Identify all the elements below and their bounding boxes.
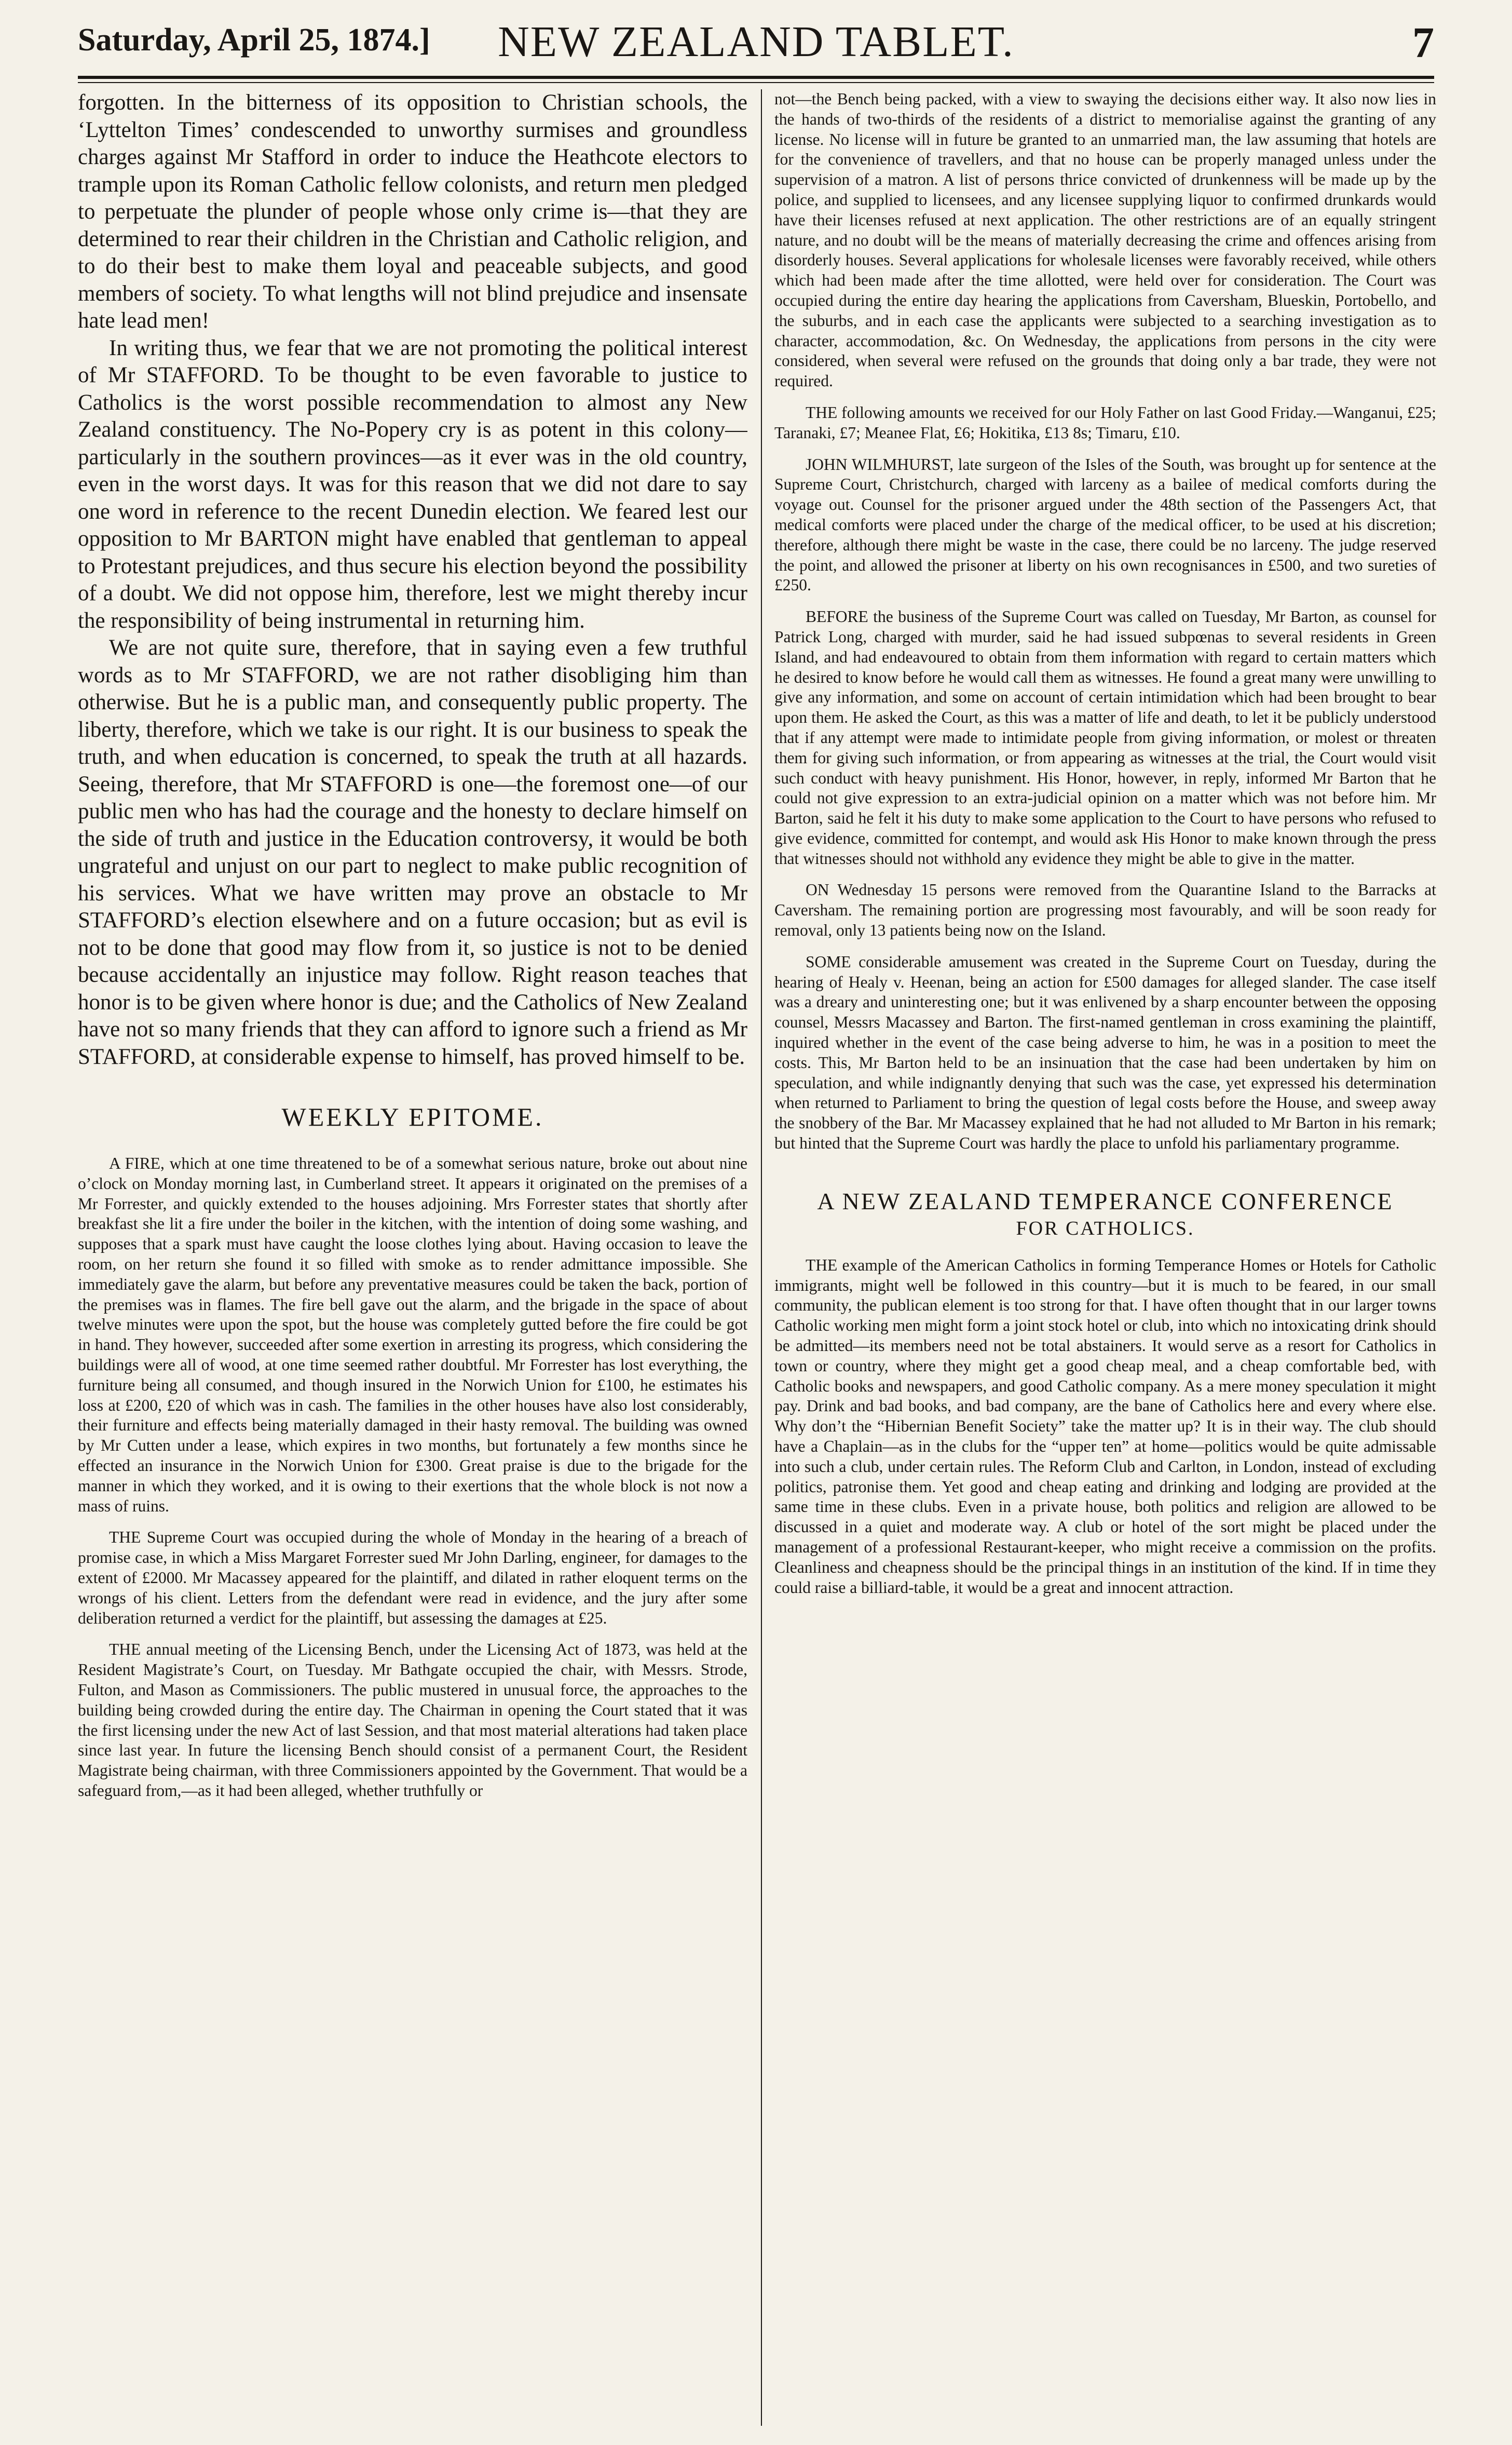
masthead-rule-thick <box>78 76 1434 79</box>
temperance-heading-block <box>774 1187 1436 1241</box>
epitome-paragraph: SOME considerable amusement was created in the Supreme Court on Tuesday, during the hearing of Healy v. Heenan, being an action for £500 damages for alleged slander. The case itself was a dreary and uninteresting one; but it was enlivened by a sharp encounter between the opposing counsel, Messrs Macassey and Barton. The first-named gentleman in cross examining the plaintiff, inquired whether in the event of the case being adverse to him, he was in a position to meet the costs. This, Mr Barton held to be an insinuation that the case had been undertaken by him on speculation, and while indignantly denying that such was the case, yet expressed his determination when returned to Parliament to bring the question of legal costs before the House, and sweep away the snobbery of the Bar. Mr Macassey explained that he had not alluded to Mr Barton in his remark; but hinted that the Supreme Court was hardly the place to unfold his parliamentary programme. <box>774 952 1436 1153</box>
epitome-paragraph: not—the Bench being packed, with a view to swaying the decisions either way. It also now lies in the hands of two-thirds of the residents of a district to memorialise against the granting of any license. No license will in future be granted to an unmarried man, the law assuming that hotels are for the convenience of travellers, and that no house can be properly managed unless under the supervision of a matron. A list of persons thrice convicted of drunkenness will be made up by the police, and supplied to licensees, and any licensee supplying liquor to confirmed drunkards would have their licenses refused at next application. The other restrictions are of an equally stringent nature, and no doubt will be the means of materially decreasing the crime and offences arising from disorderly houses. Several applications for wholesale licenses were favorably received, while others which had been made after the time allotted, were held over for consideration. The Court was occupied during the entire day hearing the applications from Caversham, Blueskin, Portobello, and the suburbs, and in each case the applicants were subjected to a searching investigation as to character, accommodation, &c. On Wednesday, the applications from persons in the city were considered, when several were refused on the grounds that doing only a bar trade, they were not required. <box>774 90 1436 390</box>
issue-date: Saturday, April 25, 1874.] <box>78 22 430 58</box>
epitome-paragraph: THE Supreme Court was occupied during the whole of Monday in the hearing of a breach of promise case, in which a Miss Margaret Forrester sued Mr John Darling, engineer, for damages to the extent of £2000. Mr Macassey appeared for the plaintiff, and dilated in rather eloquent terms on the wrongs of his client. Letters from the defendant were read in evidence, and the jury after some deliberation returned a verdict for the plaintiff, but assessing the damages at £25. <box>78 1528 747 1627</box>
epitome-paragraph: ON Wednesday 15 persons were removed from the Quarantine Island to the Barracks at Caversham. The remaining portion are progressing most favourably, and will be soon ready for removal, only 13 patients being now on the Island. <box>774 881 1436 940</box>
epitome-paragraph: THE following amounts we received for our Holy Father on last Good Friday.—Wanganui, £25; Taranaki, £7; Meanee Flat, £6; Hokitika, £13 8s; Timaru, £10. <box>774 403 1436 442</box>
weekly-epitome-heading: WEEKLY EPITOME. <box>281 1102 544 1131</box>
editorial-paragraph: forgotten. In the bitterness of its opposition to Christian schools, the ‘Lyttelton Times’ condescended to unworthy surmises and groundless charges against Mr Stafford in order to induce the Heathcote electors to trample upon its Roman Catholic fellow colonists, and return men pledged to perpetuate the plunder of people whose only crime is—that they are determined to rear their children in the Christian and Catholic religion, and to do their best to make them loyal and peaceable subjects, and good members of society. To what lengths will not blind prejudice and insensate hate lead men! <box>78 90 747 333</box>
epitome-paragraph: JOHN WILMHURST, late surgeon of the Isles of the South, was brought up for sentence at the Supreme Court, Christchurch, charged with larceny as a bailee of medical comforts during the voyage out. Counsel for the prisoner argued under the 48th section of the Passengers Act, that medical comforts were placed under the charge of the medical officer, to be used at his discretion; therefore, although there might be waste in the case, there could be no larceny. The judge reserved the point, and allowed the prisoner at liberty on his own recognisances in £500, and two sureties of £250. <box>774 455 1436 595</box>
masthead-rule-thin <box>78 82 1434 83</box>
right-column <box>774 89 1436 2426</box>
page-number: 7 <box>1412 19 1434 67</box>
column-divider <box>761 89 762 2426</box>
newspaper-title: NEW ZEALAND TABLET. <box>498 18 1014 66</box>
temperance-heading: A NEW ZEALAND TEMPERANCE CONFERENCE <box>817 1187 1394 1214</box>
temperance-paragraph: THE example of the American Catholics in forming Temperance Homes or Hotels for Catholic immigrants, might well be followed in this country—but it is much to be feared, in our small community, the publican element is too strong for that. I have often thought that in our larger towns Catholic working men might form a joint stock hotel or club, into which no intoxicating drink should be admitted—its members need not be total abstainers. It would serve as a resort for Catholics in town or country, where they might get a good cheap meal, and a cheap comfortable bed, with Catholic books and newspapers, and good Catholic company. As a mere money speculation it might pay. Drink and bad books, and bad company, are the bane of Catholics here and every where else. Why don’t the “Hibernian Benefit Society” take the matter up? It is in their way. The club should have a Chaplain—as in the clubs for the “upper ten” at home—politics would be quite admissable into such a club, under certain rules. The Reform Club and Carlton, in London, instead of excluding politics, patronise them. Yet good and cheap eating and drinking and lodging are provided at the same time in these clubs. Even in a private house, both politics and religion are allowed to be discussed in a quiet and moderate way. A club or hotel of the sort might be placed under the management of a professional Restaurant-keeper, who might receive a commission on the profits. Cleanliness and cheapness should be the principal things in an institution of the kind. If in time they could raise a billiard-table, it would be a great and innocent attraction. <box>774 1255 1436 1597</box>
temperance-subheading: FOR CATHOLICS. <box>1016 1217 1195 1239</box>
epitome-paragraph: THE annual meeting of the Licensing Bench, under the Licensing Act of 1873, was held at the Resident Magistrate’s Court, on Tuesday. Mr Bathgate occupied the chair, with Messrs. Strode, Fulton, and Mason as Commissioners. The public mustered in unusual force, the approaches to the building being crowded during the entire day. The Chairman in opening the Court stated that it was the first licensing under the new Act of last Session, and that most material alterations had taken place since last year. In future the licensing Bench should consist of a permanent Court, the Resident Magistrate being chairman, with three Commissioners appointed by the Government. That would be a safeguard from,—as it had been alleged, whether truthfully or <box>78 1640 747 1800</box>
editorial-paragraph: In writing thus, we fear that we are not promoting the political interest of Mr STAFFORD. To be thought to be even favorable to justice to Catholics is the worst possible recommendation to almost any New Zealand constituency. The No-Popery cry is as potent in this colony—particularly in the southern provinces—as it ever was in the old country, even in the worst days. It was for this reason that we did not dare to say one word in reference to the recent Dunedin election. We feared lest our opposition to Mr BARTON might have enabled that gentleman to appeal to Protestant prejudices, and thus secure his election beyond the possibility of a doubt. We did not oppose him, therefore, lest we might thereby incur the responsibility of being instrumental in returning him. <box>78 335 747 633</box>
epitome-paragraph: A FIRE, which at one time threatened to be of a somewhat serious nature, broke out about nine o’clock on Monday morning last, in Cumberland street. It appears it originated on the premises of a Mr Forrester, and quickly extended to the houses adjoining. Mrs Forrester states that shortly after breakfast she lit a fire under the boiler in the kitchen, with the intention of doing some washing, and supposes that a spark must have caught the loose clothes lying about. Having occasion to leave the room, on her return she found it so filled with smoke as to render admittance impossible. She immediately gave the alarm, but before any preventative measures could be taken the back, portion of the premises was in flames. The fire bell gave out the alarm, and the brigade in the space of about twelve minutes were upon the spot, but the house was completely gutted before the fire could be got in hand. They however, succeeded after some exertion in arresting its progress, which considering the buildings were all of wood, at one time seemed rather doubtful. Mr Forrester has lost everything, the furniture being all consumed, and though insured in the Norwich Union for £100, he estimates his loss at £200, £20 of which was in cash. The families in the other houses have also lost considerably, their furniture and effects being materially damaged in their hasty removal. The building was owned by Mr Cutten under a lease, which expires in two months, but fortunately a few months since he effected an insurance in the Norwich Union for £300. Great praise is due to the brigade for the manner in which they worked, and it is owing to their exertions that the whole block is not now a mass of ruins. <box>78 1154 747 1515</box>
epitome-paragraph: BEFORE the business of the Supreme Court was called on Tuesday, Mr Barton, as counsel for Patrick Long, charged with murder, said he had issued subpœnas to several residents in Green Island, and had endeavoured to obtain from them information with regard to certain matters which he desired to know before he would call them as witnesses. He found a great many were unwilling to give any information, and some on account of certain intimidation which had been brought to bear upon them. He asked the Court, as this was a matter of life and death, to let it be publicly understood that if any attempt were made to intimidate people from giving information, or molest or threaten them for giving such information, or from appearing as witnesses at the trial, the Court would visit such conduct with heavy punishment. His Honor, however, in reply, informed Mr Barton that he could not give expression to an extra-judicial opinion on a matter which was not before him. Mr Barton, said he felt it his duty to make some application to the Court to have persons who refused to give evidence, committed for contempt, and would ask His Honor to make known through the press that witnesses should not withhold any evidence they might be able to give in the matter. <box>774 607 1436 868</box>
masthead <box>78 15 1434 72</box>
left-column <box>78 89 747 2426</box>
editorial-paragraph: We are not quite sure, therefore, that in saying even a few truthful words as to Mr STAFFORD, we are not rather disobliging him than otherwise. But he is a public man, and consequently public property. The liberty, therefore, which we take is our right. It is our business to speak the truth, and when education is concerned, to speak the truth at all hazards. Seeing, therefore, that Mr STAFFORD is one—the foremost one—of our public men who has had the courage and the honesty to declare himself on the side of truth and justice in the Education controversy, it would be both ungrateful and unjust on our part to neglect to make public recognition of his services. What we have written may prove an obstacle to Mr STAFFORD’s election elsewhere and on a future occasion; but as evil is not to be done that good may flow from it, so justice is not to be denied because accidentally an injustice may follow. Right reason teaches that honor is to be given where honor is due; and the Catholics of New Zealand have not so many friends that they can afford to ignore such a friend as Mr STAFFORD, at considerable expense to himself, has proved himself to be. <box>78 636 747 1069</box>
